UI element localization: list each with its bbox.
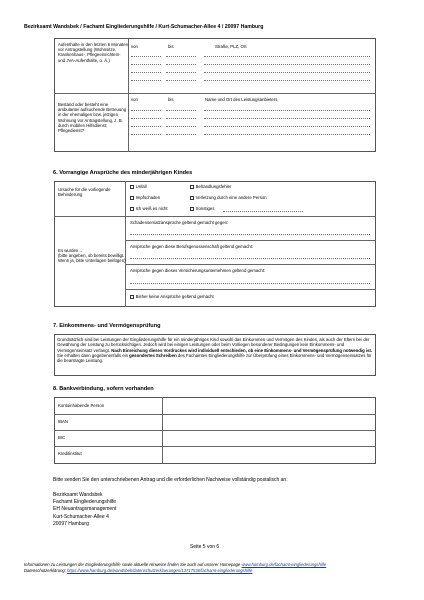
care-col-to: bis <box>168 97 174 102</box>
closing-address: Bezirksamt Wandsbek Fachamt Eingliederungshilfe EH Neuantragsmanagement Kurt-Schumacher-Allee 4 20097 Hamburg <box>53 492 117 527</box>
residence-col-address: Straße, PLZ, Ort <box>215 44 247 49</box>
residence-col-from: von <box>131 44 138 49</box>
privacy-link[interactable]: https://www.hamburg.de/wandsbek/datenschutzerklaerungen/13717536/fachamt-eingliederungshilfe <box>67 567 253 573</box>
checkbox[interactable] <box>190 196 194 200</box>
option-unfall[interactable]: Unfall <box>130 184 147 189</box>
footer: Informationen zu Leistungen der Eingliederungshilfe sowie aktuelle Hinweise finden Sie auch auf unserer Homepage www.hamburg.de/fachamt-eingliederungshilfe Datenschutzerklärung: https://www.hamburg.de/wandsbek/datenschutzerklaerungen/13717536/fachamt-eingliederungshilfe <box>24 562 327 573</box>
checkbox[interactable] <box>130 196 134 200</box>
residence-label: Aufenthalte in den letzten 6 Monaten vor Antragstellung (Wohnsitze, Krankenhaus-, Pflegeeinrichtem- und JVA-Aufenthalte, o. Ä.) <box>58 42 128 63</box>
checkbox[interactable] <box>130 207 134 211</box>
claims-label: Es wurden… (bitte angeben, ob bereits bewilligt. Wenn ja, bitte Unterlagen beifügen) <box>58 248 126 264</box>
option-impfschaden[interactable]: Impfschaden <box>130 195 160 200</box>
option-verletzung[interactable]: Verletzung durch eine andere Person <box>190 195 267 200</box>
bank-bic: BIC <box>58 435 66 440</box>
bank-iban: IBAN <box>58 419 69 424</box>
care-col-provider: Name und Ort des Leistungsanbieters <box>205 97 278 102</box>
cause-label: Ursache für die vorliegende Behinderung <box>58 187 111 198</box>
bank-account-holder: Kontoinhabende Person <box>58 403 105 408</box>
homepage-link[interactable]: www.hamburg.de/fachamt-eingliederungshilfe <box>241 562 327 567</box>
care-label: Bestand oder besteht eine ambulante/ aufsuchende Betreuung in der ehemaligen bzw. jetzigen Wohnung vor Antragstellung, z. B. durch mobilen Hilfsdienst; Pflegedienst? <box>58 102 127 134</box>
claim-insurance: Ansprüche gegen dieses Versicherungsunternehmen geltend gemacht: <box>130 268 266 273</box>
option-behandlungsfehler[interactable]: Behandlungsfehler <box>190 184 231 189</box>
closing-instruction: Bitte senden Sie den unterschriebenen Antrag und die erforderlichen Nachweise vollständig postalisch an: <box>53 477 288 483</box>
claim-damages: Schadensersatzansprüche geltend gemacht gegen: <box>130 220 229 225</box>
checkbox[interactable] <box>190 185 194 189</box>
checkbox[interactable] <box>130 295 134 299</box>
option-unbekannt[interactable]: Ich weiß es nicht <box>130 206 168 211</box>
section6-title: 6. Vorrangige Ansprüche des minderjährigen Kindes <box>53 170 193 176</box>
page-number: Seite 5 von 6 <box>190 544 220 550</box>
section8-title: 8. Bankverbindung, sofern vorhanden <box>53 386 154 392</box>
residence-col-to: bis <box>168 44 174 49</box>
care-col-from: von <box>131 97 138 102</box>
section7-title: 7. Einkommens- und Vermögensprüfung <box>53 323 161 329</box>
section7-text: Grundsätzlich sind bei Leistungen der Eingliederungshilfe für ein minderjähriges Kind sowohl das Einkommen und Vermögen des Kindes, als auch der Eltern bei der Gewährung der Leistung zu berücksichtigen. Jedoch wird bei einigen Leistungen oder beim Vorliegen besonderer Bedingungen kein Einkommens- und Vermögenseinsatz verlangt. Nach Einreichung dieses Vordruckes wird individuell entschieden, ob eine Einkommens- und Vermögensprüfung notwendig ist. Sie erhalten dann gegebenenfalls ein gesondertes Schreiben des Fachamtes Eingliederungshilfe zur Überprüfung eines Einkommens- und Vermögenseinsatzes für die beantragte Leistung. <box>57 337 373 364</box>
option-sonstiges[interactable]: Sonstiges <box>190 206 214 211</box>
checkbox[interactable] <box>190 207 194 211</box>
claim-berufsgenossenschaft: Ansprüche gegen diese Berufsgenossenschaft geltend gemacht: <box>130 244 254 249</box>
checkbox[interactable] <box>130 185 134 189</box>
bank-institute: Kreditinstitut <box>58 451 82 456</box>
option-no-claims[interactable]: Bisher keine Ansprüche geltend gemacht <box>130 294 214 299</box>
page-header: Bezirksamt Wandsbek / Fachamt Eingliederungshilfe / Kurt-Schumacher-Allee 4 / 20097 Hamburg <box>24 24 264 30</box>
